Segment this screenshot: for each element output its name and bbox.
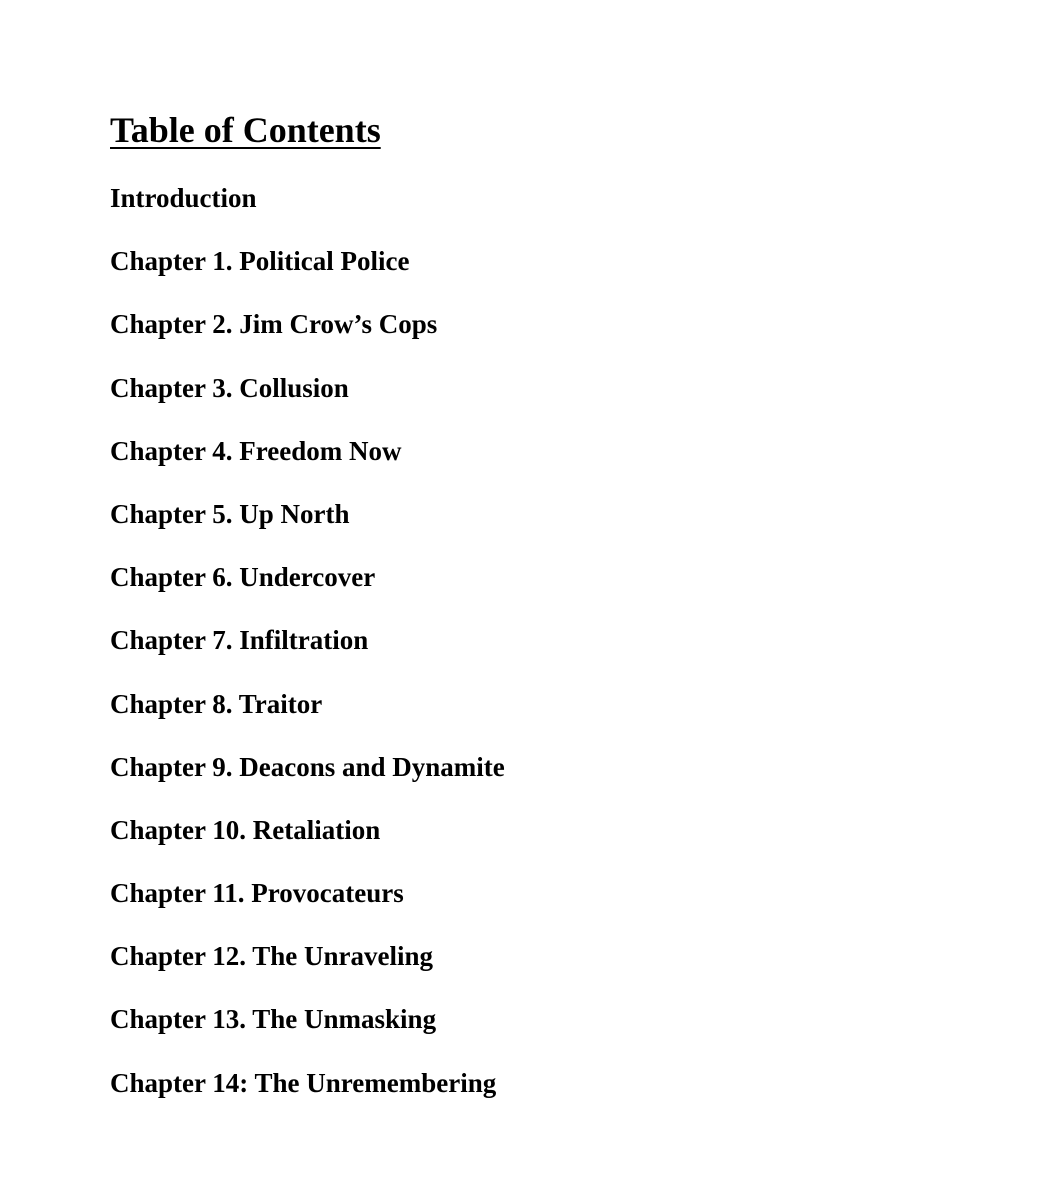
toc-entry-chapter-2: Chapter 2. Jim Crow’s Cops [110,309,438,340]
toc-entry-introduction: Introduction [110,183,257,213]
toc-entry-chapter-7: Chapter 7. Infiltration [110,625,369,656]
toc-entry-chapter-14: Chapter 14: The Unremembering [110,1067,497,1098]
toc-entry-chapter-11: Chapter 11. Provocateurs [110,878,404,909]
toc-entry-chapter-6: Chapter 6. Undercover [110,562,376,593]
toc-entry-chapter-3: Chapter 3. Collusion [110,372,349,403]
toc-entry-chapter-12: Chapter 12. The Unraveling [110,941,434,972]
toc-entry-chapter-4: Chapter 4. Freedom Now [110,435,402,466]
toc-entry-chapter-5: Chapter 5. Up North [110,498,350,529]
toc-entry-chapter-8: Chapter 8. Traitor [110,688,323,719]
page-title: Table of Contents [110,110,381,150]
toc-entry-chapter-10: Chapter 10. Retaliation [110,814,381,845]
toc-entry-chapter-9: Chapter 9. Deacons and Dynamite [110,751,505,782]
toc-list [110,178,505,1126]
toc-entry-chapter-13: Chapter 13. The Unmasking [110,1004,437,1035]
toc-entry-chapter-1: Chapter 1. Political Police [110,246,410,277]
